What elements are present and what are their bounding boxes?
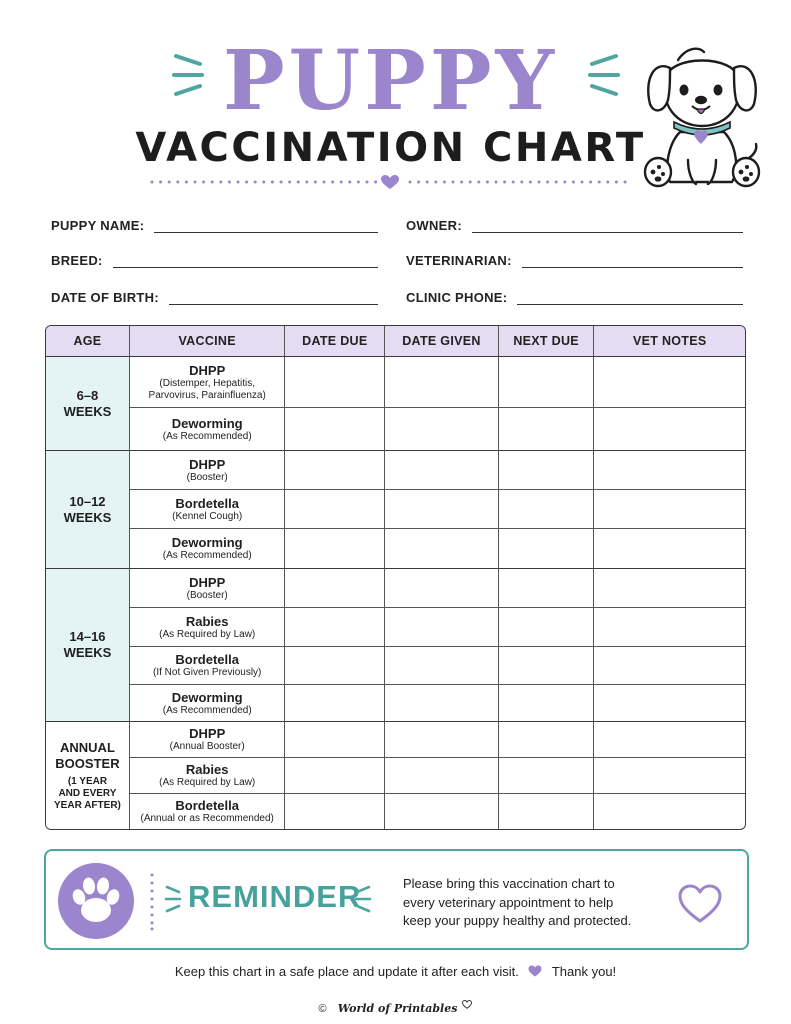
date-given-cell[interactable] <box>385 569 499 608</box>
puppy-name-field[interactable] <box>51 213 378 233</box>
age-cell-6-8-weeks <box>46 357 130 451</box>
right-burst-icon <box>582 48 622 98</box>
puppy-illustration-icon <box>640 40 764 192</box>
reminder-right-burst-icon <box>354 881 372 917</box>
reminder-title: REMINDER <box>188 879 362 914</box>
table-row <box>46 490 745 529</box>
age-extra-line: (1 YEAR <box>67 775 108 787</box>
credit <box>0 1000 791 1015</box>
date-due-cell[interactable] <box>285 451 385 490</box>
age-cell-10-12-weeks <box>46 451 130 569</box>
vaccine-cell <box>130 569 286 608</box>
vaccine-name: Deworming <box>171 535 243 550</box>
breed-label: BREED: <box>51 253 103 268</box>
date-given-cell[interactable] <box>385 722 499 758</box>
owner-line[interactable] <box>472 219 743 233</box>
date-due-cell[interactable] <box>285 408 385 451</box>
vaccine-name: DHPP <box>189 574 226 590</box>
date-of-birth-line[interactable] <box>169 291 378 305</box>
table-row <box>46 357 745 408</box>
date-due-cell[interactable] <box>285 357 385 408</box>
reminder-box <box>44 849 749 950</box>
next-due-cell[interactable] <box>499 647 595 685</box>
table-row <box>46 647 745 685</box>
date-given-cell[interactable] <box>385 529 499 569</box>
date-given-cell[interactable] <box>385 794 499 829</box>
vet-notes-cell[interactable] <box>594 529 745 569</box>
brand-name: World of Printables <box>337 1002 458 1015</box>
date-given-cell[interactable] <box>385 685 499 722</box>
vaccine-name: Bordetella <box>175 495 239 511</box>
vaccination-table <box>45 325 746 830</box>
reminder-left-burst-icon <box>164 881 182 917</box>
age-label-line: WEEKS <box>63 403 112 419</box>
vet-notes-cell[interactable] <box>594 569 745 608</box>
vaccine-cell <box>130 357 286 408</box>
vet-notes-cell[interactable] <box>594 722 745 758</box>
next-due-cell[interactable] <box>499 490 595 529</box>
table-header-row <box>46 326 745 357</box>
vet-notes-cell[interactable] <box>594 647 745 685</box>
next-due-cell[interactable] <box>499 722 595 758</box>
column-header-age: AGE <box>46 326 130 357</box>
next-due-cell[interactable] <box>499 569 595 608</box>
table-row <box>46 569 745 608</box>
vet-notes-cell[interactable] <box>594 357 745 408</box>
vaccine-name: Rabies <box>185 762 229 777</box>
date-given-cell[interactable] <box>385 608 499 647</box>
page-subtitle: VACCINATION CHART <box>135 125 646 171</box>
vaccine-note: (As Recommended) <box>162 704 252 716</box>
puppy-name-line[interactable] <box>154 219 378 233</box>
vet-notes-cell[interactable] <box>594 408 745 451</box>
vaccine-note: (Booster) <box>186 471 228 483</box>
date-given-cell[interactable] <box>385 490 499 529</box>
vaccine-note: (Booster) <box>186 589 228 601</box>
clinic-phone-field[interactable] <box>406 285 743 305</box>
vaccine-name: DHPP <box>189 362 226 378</box>
vaccine-cell <box>130 408 286 451</box>
age-extra-note <box>46 776 129 812</box>
vaccine-name: Deworming <box>171 689 243 705</box>
vaccine-note: (Annual Booster) <box>169 741 245 752</box>
vaccine-name: Deworming <box>171 415 243 431</box>
reminder-text-line: keep your puppy healthy and protected. <box>403 913 632 928</box>
column-header-next-due: NEXT DUE <box>499 326 595 357</box>
vaccine-cell <box>130 608 286 647</box>
vaccine-name: Rabies <box>185 613 229 629</box>
vaccine-cell <box>130 794 286 829</box>
clinic-phone-line[interactable] <box>517 291 743 305</box>
table-row <box>46 685 745 722</box>
dotted-divider-heart-icon <box>150 174 630 190</box>
heart-outline-icon <box>678 884 722 924</box>
date-due-cell[interactable] <box>285 758 385 794</box>
veterinarian-label: VETERINARIAN: <box>406 253 512 268</box>
table-row <box>46 451 745 490</box>
page-title: PUPPY <box>222 33 559 129</box>
next-due-cell[interactable] <box>499 608 595 647</box>
table-row <box>46 529 745 569</box>
date-given-cell[interactable] <box>385 408 499 451</box>
age-label-line: 10–12 <box>69 493 106 509</box>
paw-print-icon <box>58 863 134 939</box>
vaccine-name: Bordetella <box>175 798 239 813</box>
date-given-cell[interactable] <box>385 451 499 490</box>
breed-field[interactable] <box>51 248 378 268</box>
date-due-cell[interactable] <box>285 794 385 829</box>
column-header-vaccine: VACCINE <box>130 326 286 357</box>
date-given-cell[interactable] <box>385 647 499 685</box>
next-due-cell[interactable] <box>499 451 595 490</box>
clinic-phone-label: CLINIC PHONE: <box>406 290 508 305</box>
next-due-cell[interactable] <box>499 408 595 451</box>
vaccine-name: DHPP <box>189 456 226 472</box>
vaccine-note: (Distemper, Hepatitis, <box>159 377 255 389</box>
table-row <box>46 722 745 758</box>
vaccine-cell <box>130 529 286 569</box>
age-extra-line: AND EVERY <box>58 787 117 799</box>
date-due-cell[interactable] <box>285 529 385 569</box>
age-cell-14-16-weeks <box>46 569 130 722</box>
vaccine-note: (Annual or as Recommended) <box>140 813 274 824</box>
date-of-birth-field[interactable] <box>51 285 378 305</box>
breed-line[interactable] <box>113 254 378 268</box>
date-due-cell[interactable] <box>285 722 385 758</box>
reminder-dotted-divider <box>150 873 154 931</box>
date-due-cell[interactable] <box>285 685 385 722</box>
heart-icon <box>528 965 542 977</box>
column-header-date-given: DATE GIVEN <box>385 326 499 357</box>
next-due-cell[interactable] <box>499 685 595 722</box>
vaccine-note: (As Recommended) <box>162 550 252 561</box>
age-label-line: 14–16 <box>69 629 106 644</box>
vaccine-note: Parvovirus, Parainfluenza) <box>148 389 266 401</box>
vet-notes-cell[interactable] <box>594 758 745 794</box>
date-due-cell[interactable] <box>285 490 385 529</box>
next-due-cell[interactable] <box>499 758 595 794</box>
reminder-text-line: Please bring this vaccination chart to <box>403 876 615 891</box>
age-label-line: BOOSTER <box>55 755 120 771</box>
vaccine-note: (As Required by Law) <box>159 628 256 640</box>
vet-notes-cell[interactable] <box>594 490 745 529</box>
age-label-line: 6–8 <box>76 387 99 403</box>
age-cell-annual-booster <box>46 722 130 829</box>
date-of-birth-label: DATE OF BIRTH: <box>51 290 159 305</box>
next-due-cell[interactable] <box>499 794 595 829</box>
small-heart-icon <box>462 1000 472 1009</box>
owner-field[interactable] <box>406 213 743 233</box>
age-extra-line: YEAR AFTER) <box>54 799 121 811</box>
puppy-name-label: PUPPY NAME: <box>51 218 145 233</box>
column-header-vet-notes: VET NOTES <box>594 326 745 357</box>
vaccine-name: DHPP <box>189 726 226 741</box>
reminder-text <box>403 875 678 931</box>
age-label-line: WEEKS <box>63 645 112 660</box>
reminder-text-line: every veterinary appointment to help <box>403 894 614 910</box>
date-due-cell[interactable] <box>285 608 385 647</box>
date-given-cell[interactable] <box>385 758 499 794</box>
vaccine-cell <box>130 758 286 794</box>
vaccine-name: Bordetella <box>175 652 239 667</box>
table-row <box>46 608 745 647</box>
footer-text: Keep this chart in a safe place and update it after each visit. <box>174 964 519 979</box>
veterinarian-line[interactable] <box>522 254 743 268</box>
vaccine-note: (If Not Given Previously) <box>153 667 262 678</box>
vet-notes-cell[interactable] <box>594 794 745 829</box>
vaccine-note: (Kennel Cough) <box>172 510 243 522</box>
table-row <box>46 758 745 794</box>
header <box>0 0 791 200</box>
vaccine-cell <box>130 685 286 722</box>
vaccine-note: (As Recommended) <box>162 430 252 442</box>
vet-notes-cell[interactable] <box>594 451 745 490</box>
vaccine-cell <box>130 722 286 758</box>
owner-label: OWNER: <box>406 218 462 233</box>
next-due-cell[interactable] <box>499 529 595 569</box>
veterinarian-field[interactable] <box>406 248 743 268</box>
date-due-cell[interactable] <box>285 647 385 685</box>
vaccine-note: (As Required by Law) <box>159 777 256 788</box>
vaccine-cell <box>130 490 286 529</box>
copyright-symbol: © <box>318 1003 327 1015</box>
footer <box>0 964 791 979</box>
date-given-cell[interactable] <box>385 357 499 408</box>
table-row <box>46 408 745 451</box>
vaccine-cell <box>130 451 286 490</box>
vet-notes-cell[interactable] <box>594 685 745 722</box>
table-row <box>46 794 745 829</box>
next-due-cell[interactable] <box>499 357 595 408</box>
age-label-line: ANNUAL <box>60 739 115 755</box>
age-label-line: WEEKS <box>63 509 112 525</box>
footer-thanks: Thank you! <box>551 964 617 979</box>
column-header-date-due: DATE DUE <box>285 326 385 357</box>
vaccine-cell <box>130 647 286 685</box>
vet-notes-cell[interactable] <box>594 608 745 647</box>
date-due-cell[interactable] <box>285 569 385 608</box>
